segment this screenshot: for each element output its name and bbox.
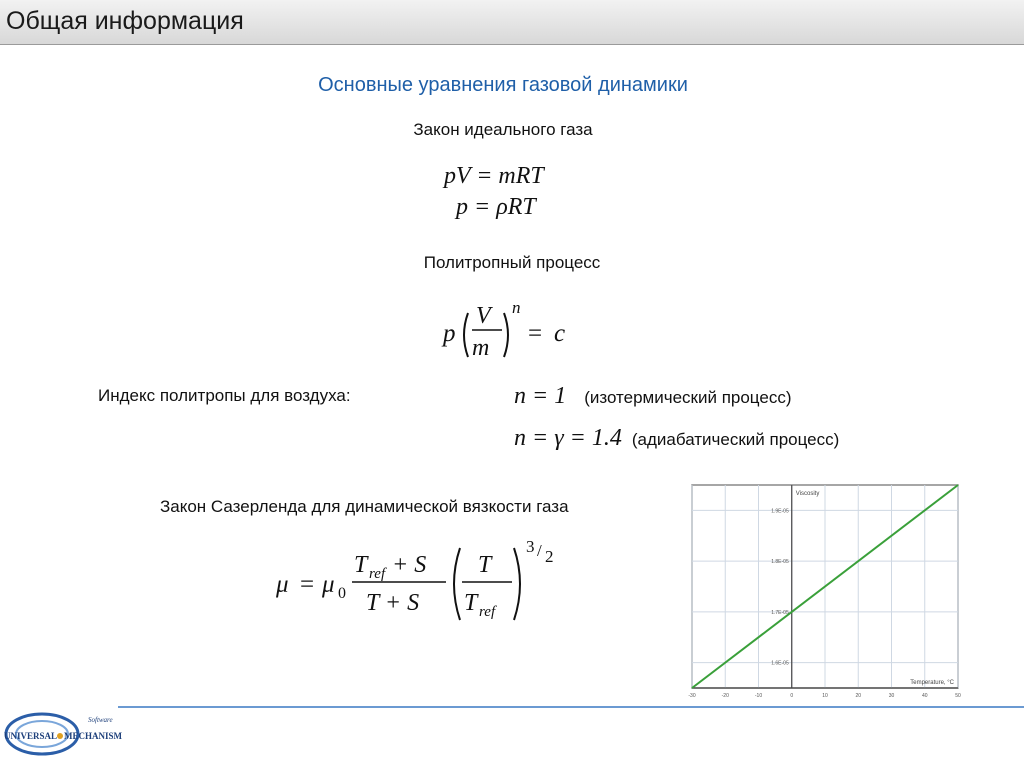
header-bar xyxy=(0,0,1024,45)
chart-y-tick-label: 1.8E-05 xyxy=(771,559,789,566)
sutherland-frac-T: T xyxy=(478,552,492,578)
sutherland-frac-den-T: T xyxy=(464,590,478,616)
ideal-gas-equation-2: p = ρRT xyxy=(456,194,536,220)
index-case-adiabatic-math: n = γ = 1.4 xyxy=(514,425,622,451)
viscosity-chart-svg xyxy=(690,483,960,700)
svg-text:c: c xyxy=(554,320,566,347)
sutherland-formula-graphic xyxy=(272,536,572,626)
logo-small-text: Software xyxy=(88,716,113,724)
chart-x-tick-label: 40 xyxy=(921,693,928,699)
svg-text:V: V xyxy=(476,303,491,329)
svg-text:n: n xyxy=(512,298,521,317)
index-label: Индекс политропы для воздуха: xyxy=(98,386,351,405)
sutherland-frac-den-ref: ref xyxy=(479,604,496,620)
svg-text:=: = xyxy=(528,320,543,347)
polytropic-label: Политропный процесс xyxy=(423,253,601,272)
ideal-gas-label: Закон идеального газа xyxy=(413,120,593,139)
page-title: Общая информация xyxy=(6,7,244,35)
index-case-adiabatic xyxy=(514,425,839,452)
universal-mechanism-logo xyxy=(0,706,122,764)
chart-x-tick-label: -30 xyxy=(688,693,696,699)
index-case-adiabatic-note: (адиабатический процесс) xyxy=(631,430,840,449)
svg-text:p: p xyxy=(443,320,456,347)
sutherland-equals: = xyxy=(300,571,315,598)
sutherland-exp-num: 3 xyxy=(526,537,535,556)
logo-graphic xyxy=(0,706,122,764)
ideal-gas-equation-1: pV = mRT xyxy=(444,163,544,189)
slide-subtitle: Основные уравнения газовой динамики xyxy=(318,74,688,96)
viscosity-chart xyxy=(690,483,960,700)
sutherland-mu: μ xyxy=(276,571,289,598)
polytropic-formula-graphic xyxy=(440,295,580,365)
index-case-isothermal-note: (изотермический процесс) xyxy=(584,388,792,407)
chart-x-tick-label: 20 xyxy=(855,693,862,699)
sutherland-label: Закон Сазерленда для динамической вязкости газа xyxy=(160,497,569,516)
sutherland-mu0-sub: 0 xyxy=(338,585,346,602)
logo-text-1: UNIVERSAL xyxy=(4,731,58,741)
sutherland-num-rest: + S xyxy=(392,552,427,578)
sutherland-exp-den: 2 xyxy=(545,547,554,566)
sutherland-num-T: T xyxy=(354,552,368,578)
svg-text:/: / xyxy=(537,541,542,560)
index-case-isothermal xyxy=(514,383,791,410)
chart-x-tick-label: 0 xyxy=(790,693,794,699)
sutherland-denominator: T + S xyxy=(366,590,420,616)
footer-rule xyxy=(118,706,1024,708)
chart-y-tick-label: 1.6E-05 xyxy=(771,660,789,667)
chart-x-axis-label: Temperature, °C xyxy=(910,680,954,686)
chart-x-tick-label: 10 xyxy=(822,693,828,699)
chart-y-axis-label: Viscosity xyxy=(795,491,820,497)
chart-x-tick-label: 50 xyxy=(955,693,961,699)
sutherland-equation xyxy=(272,536,572,626)
chart-x-tick-label: -20 xyxy=(721,693,729,699)
chart-x-tick-label: -10 xyxy=(754,693,763,699)
chart-x-tick-label: 30 xyxy=(888,693,895,699)
chart-y-tick-label: 1.7E-05 xyxy=(771,609,789,616)
index-case-isothermal-math: n = 1 xyxy=(514,383,567,409)
logo-text-2: MECHANISM xyxy=(64,731,122,741)
sutherland-num-ref: ref xyxy=(369,566,386,582)
polytropic-equation xyxy=(440,295,580,365)
chart-y-tick-label: 1.9E-05 xyxy=(771,508,789,515)
svg-text:m: m xyxy=(472,335,490,361)
sutherland-mu0: μ xyxy=(322,571,335,598)
